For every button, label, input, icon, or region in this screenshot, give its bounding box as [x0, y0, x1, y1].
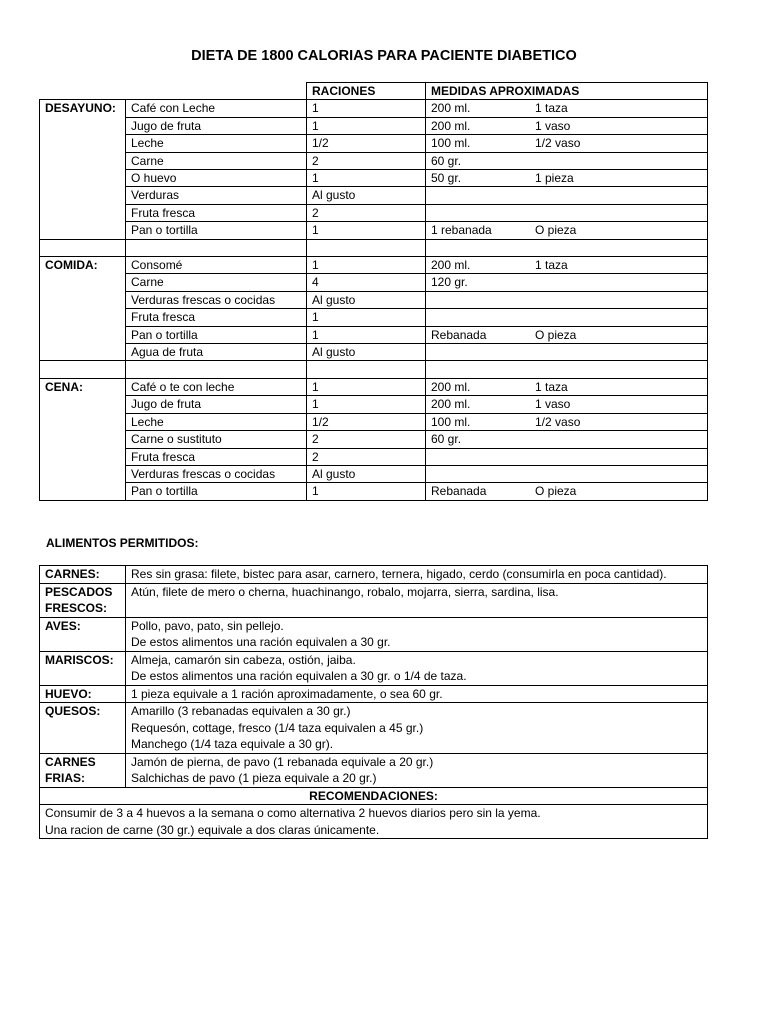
- raciones-value: 1: [307, 483, 426, 500]
- food-name: Carne o sustituto: [126, 431, 307, 448]
- allowed-line: De estos alimentos una ración equivalen a 30 gr. o 1/4 de taza.: [131, 669, 467, 683]
- medida-value: Rebanada: [431, 327, 487, 342]
- spacer-row: [40, 239, 708, 256]
- allowed-row: [40, 651, 708, 685]
- allowed-line: Pollo, pavo, pato, sin pellejo.: [131, 618, 284, 633]
- header-medidas: MEDIDAS APROXIMADAS: [426, 83, 708, 100]
- medida-value: 200 ml.: [431, 118, 471, 133]
- medida-extra: O pieza: [535, 223, 577, 238]
- food-name: Café con Leche: [126, 100, 307, 117]
- recommendations-title: RECOMENDACIONES:: [40, 787, 708, 805]
- allowed-line: Almeja, camarón sin cabeza, ostión, jaiba.: [131, 652, 356, 667]
- raciones-value: 1: [307, 257, 426, 274]
- recommendations-body: [40, 805, 708, 839]
- allowed-line: Requesón, cottage, fresco (1/4 taza equivalen a 45 gr.): [131, 720, 424, 735]
- medida-cell: [426, 257, 708, 274]
- medida-extra: O pieza: [535, 484, 577, 499]
- food-name: Carne: [126, 152, 307, 169]
- food-name: Consomé: [126, 257, 307, 274]
- raciones-value: Al gusto: [307, 465, 426, 482]
- raciones-value: 1/2: [307, 413, 426, 430]
- medida-extra: 1/2 vaso: [535, 414, 581, 429]
- medida-value: Rebanada: [431, 484, 487, 499]
- recommendation-line: Una racion de carne (30 gr.) equivale a dos claras únicamente.: [45, 822, 380, 837]
- allowed-category: PESCADOS FRESCOS:: [40, 583, 126, 617]
- medida-cell: [426, 204, 708, 221]
- diet-row: [40, 187, 708, 204]
- diet-row: [40, 170, 708, 187]
- food-name: Verduras frescas o cocidas: [126, 291, 307, 308]
- recommendations-header-row: [40, 787, 708, 805]
- diet-row: [40, 135, 708, 152]
- medida-value: 200 ml.: [431, 397, 471, 412]
- header-food-cell: [126, 83, 307, 100]
- allowed-description: [126, 685, 708, 703]
- raciones-value: 1: [307, 309, 426, 326]
- diet-table: [39, 82, 708, 501]
- raciones-value: 2: [307, 431, 426, 448]
- medida-cell: [426, 378, 708, 395]
- spacer-cell: [426, 361, 708, 378]
- medida-value: 50 gr.: [431, 171, 462, 186]
- medida-extra: 1 taza: [535, 258, 568, 273]
- food-name: Verduras: [126, 187, 307, 204]
- allowed-description: [126, 583, 708, 617]
- diet-row: [40, 326, 708, 343]
- medida-value: 60 gr.: [431, 432, 462, 447]
- raciones-value: 1: [307, 170, 426, 187]
- raciones-value: 2: [307, 448, 426, 465]
- medida-value: 1 rebanada: [431, 223, 492, 238]
- allowed-line: Amarillo (3 rebanadas equivalen a 30 gr.): [131, 704, 351, 718]
- allowed-row: [40, 583, 708, 617]
- allowed-category: CARNES FRIAS:: [40, 753, 126, 787]
- medida-extra: 1 vaso: [535, 118, 571, 133]
- diet-header-row: [40, 83, 708, 100]
- spacer-cell: [307, 361, 426, 378]
- food-name: Café o te con leche: [126, 378, 307, 395]
- allowed-line: Salchichas de pavo (1 pieza equivale a 20 gr.): [131, 771, 377, 785]
- allowed-row: [40, 753, 708, 787]
- medida-cell: [426, 483, 708, 500]
- diet-row: [40, 396, 708, 413]
- diet-row: [40, 309, 708, 326]
- food-name: Verduras frescas o cocidas: [126, 465, 307, 482]
- allowed-description: [126, 703, 708, 754]
- spacer-cell: [126, 239, 307, 256]
- allowed-line: Manchego (1/4 taza equivale a 30 gr).: [131, 737, 334, 751]
- diet-row: [40, 378, 708, 395]
- medida-cell: [426, 291, 708, 308]
- meal-name: DESAYUNO:: [40, 100, 126, 239]
- food-name: Leche: [126, 413, 307, 430]
- food-name: Fruta fresca: [126, 309, 307, 326]
- allowed-category: QUESOS:: [40, 703, 126, 754]
- raciones-value: 2: [307, 152, 426, 169]
- medida-cell: [426, 326, 708, 343]
- raciones-value: 1: [307, 396, 426, 413]
- spacer-cell: [40, 239, 126, 256]
- medida-cell: [426, 170, 708, 187]
- diet-row: [40, 413, 708, 430]
- food-name: Pan o tortilla: [126, 222, 307, 239]
- spacer-row: [40, 361, 708, 378]
- diet-row: [40, 448, 708, 465]
- medida-cell: [426, 274, 708, 291]
- medida-extra: 1 taza: [535, 379, 568, 394]
- allowed-row: [40, 685, 708, 703]
- meal-name: COMIDA:: [40, 257, 126, 361]
- medida-value: 100 ml.: [431, 414, 471, 429]
- medida-cell: [426, 117, 708, 134]
- raciones-value: Al gusto: [307, 291, 426, 308]
- food-name: Pan o tortilla: [126, 483, 307, 500]
- raciones-value: 1: [307, 100, 426, 117]
- medida-cell: [426, 396, 708, 413]
- diet-row: [40, 204, 708, 221]
- diet-row: [40, 257, 708, 274]
- diet-row: [40, 100, 708, 117]
- allowed-line: Res sin grasa: filete, bistec para asar, carnero, ternera, higado, cerdo (consumirla en poca cantidad).: [131, 567, 667, 581]
- medida-cell: [426, 222, 708, 239]
- medida-cell: [426, 135, 708, 152]
- medida-value: 120 gr.: [431, 275, 468, 290]
- header-raciones: RACIONES: [307, 83, 426, 100]
- diet-row: [40, 465, 708, 482]
- medida-cell: [426, 448, 708, 465]
- raciones-value: Al gusto: [307, 187, 426, 204]
- food-name: Fruta fresca: [126, 204, 307, 221]
- spacer-cell: [426, 239, 708, 256]
- page-title: DIETA DE 1800 CALORIAS PARA PACIENTE DIABETICO: [191, 48, 577, 64]
- recommendations-row: [40, 805, 708, 839]
- allowed-category: HUEVO:: [40, 685, 126, 703]
- medida-extra: 1/2 vaso: [535, 136, 581, 151]
- allowed-description: [126, 617, 708, 651]
- diet-row: [40, 431, 708, 448]
- allowed-row: [40, 617, 708, 651]
- food-name: Pan o tortilla: [126, 326, 307, 343]
- food-name: Agua de fruta: [126, 344, 307, 361]
- raciones-value: Al gusto: [307, 344, 426, 361]
- medida-value: 200 ml.: [431, 101, 471, 116]
- allowed-line: De estos alimentos una ración equivalen a 30 gr.: [131, 635, 391, 649]
- food-name: Fruta fresca: [126, 448, 307, 465]
- raciones-value: 1/2: [307, 135, 426, 152]
- medida-cell: [426, 187, 708, 204]
- medida-cell: [426, 465, 708, 482]
- allowed-category: MARISCOS:: [40, 651, 126, 685]
- allowed-row: [40, 566, 708, 584]
- medida-cell: [426, 100, 708, 117]
- allowed-line: Jamón de pierna, de pavo (1 rebanada equivale a 20 gr.): [131, 754, 434, 769]
- food-name: O huevo: [126, 170, 307, 187]
- raciones-value: 1: [307, 378, 426, 395]
- food-name: Jugo de fruta: [126, 396, 307, 413]
- allowed-description: [126, 651, 708, 685]
- diet-row: [40, 344, 708, 361]
- allowed-foods-table: [39, 565, 708, 839]
- raciones-value: 1: [307, 222, 426, 239]
- diet-row: [40, 483, 708, 500]
- allowed-line: Atún, filete de mero o cherna, huachinango, robalo, mojarra, sierra, sardina, lisa.: [131, 584, 559, 599]
- medida-cell: [426, 152, 708, 169]
- food-name: Leche: [126, 135, 307, 152]
- medida-value: 200 ml.: [431, 379, 471, 394]
- spacer-cell: [126, 361, 307, 378]
- meal-name: CENA:: [40, 378, 126, 500]
- spacer-cell: [307, 239, 426, 256]
- raciones-value: 1: [307, 326, 426, 343]
- allowed-category: AVES:: [40, 617, 126, 651]
- medida-value: 60 gr.: [431, 153, 462, 168]
- medida-cell: [426, 309, 708, 326]
- food-name: Carne: [126, 274, 307, 291]
- raciones-value: 1: [307, 117, 426, 134]
- allowed-row: [40, 703, 708, 754]
- raciones-value: 2: [307, 204, 426, 221]
- diet-row: [40, 222, 708, 239]
- medida-cell: [426, 431, 708, 448]
- diet-row: [40, 274, 708, 291]
- allowed-line: 1 pieza equivale a 1 ración aproximadamente, o sea 60 gr.: [131, 686, 443, 701]
- diet-row: [40, 117, 708, 134]
- header-empty-cell: [40, 83, 126, 100]
- medida-extra: 1 taza: [535, 101, 568, 116]
- medida-cell: [426, 344, 708, 361]
- spacer-cell: [40, 361, 126, 378]
- allowed-description: [126, 753, 708, 787]
- allowed-category: CARNES:: [40, 566, 126, 584]
- medida-cell: [426, 413, 708, 430]
- allowed-foods-title: ALIMENTOS PERMITIDOS:: [46, 536, 199, 550]
- raciones-value: 4: [307, 274, 426, 291]
- medida-value: 200 ml.: [431, 258, 471, 273]
- medida-extra: O pieza: [535, 327, 577, 342]
- allowed-description: [126, 566, 708, 584]
- medida-extra: 1 pieza: [535, 171, 574, 186]
- diet-row: [40, 152, 708, 169]
- recommendation-line: Consumir de 3 a 4 huevos a la semana o como alternativa 2 huevos diarios pero sin la yema.: [45, 806, 541, 820]
- medida-value: 100 ml.: [431, 136, 471, 151]
- food-name: Jugo de fruta: [126, 117, 307, 134]
- diet-row: [40, 291, 708, 308]
- medida-extra: 1 vaso: [535, 397, 571, 412]
